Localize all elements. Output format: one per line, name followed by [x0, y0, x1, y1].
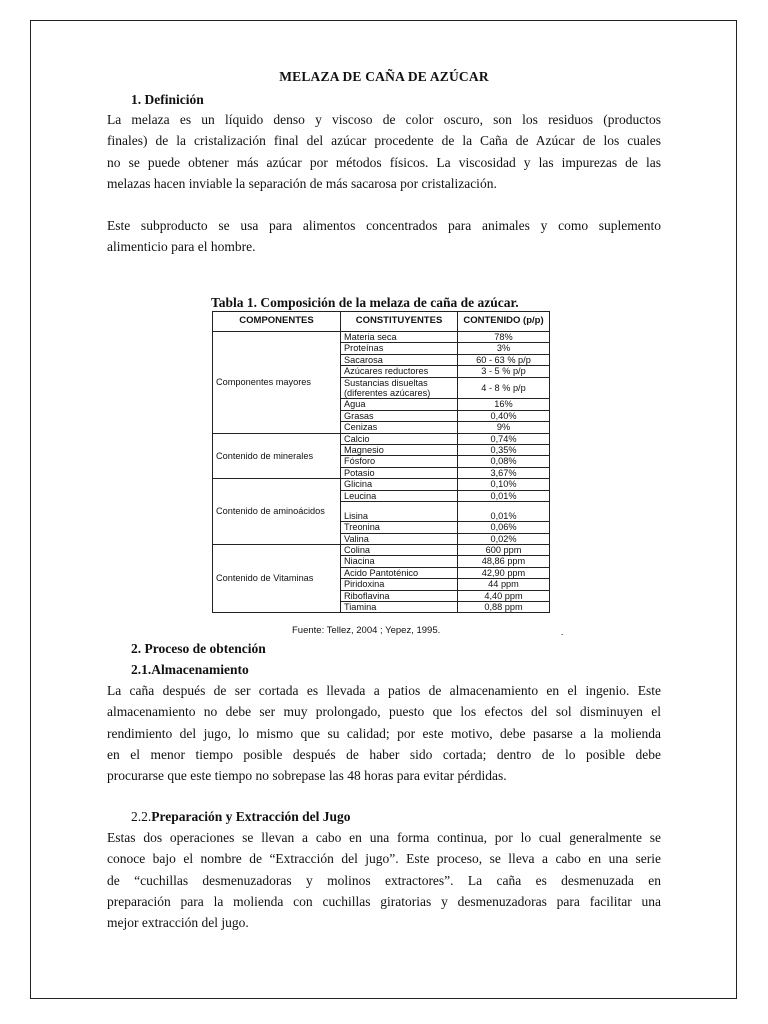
text-line: La melaza es un líquido denso y viscoso de color oscuro, son los residuos (productos [107, 112, 661, 127]
document-title: MELAZA DE CAÑA DE AZÚCAR [279, 69, 489, 84]
column-header-constituyentes: CONSTITUYENTES [341, 312, 458, 332]
constituent-cell: Cenizas [341, 422, 458, 433]
composition-table [212, 311, 550, 613]
content-cell: 3,67% [458, 467, 550, 478]
content-cell: 4 - 8 % p/p [458, 377, 550, 399]
constituent-cell: Valina [341, 533, 458, 544]
content-cell: 9% [458, 422, 550, 433]
content-cell: 3% [458, 343, 550, 354]
constituent-cell: Proteínas [341, 343, 458, 354]
constituent-cell: Treonina [341, 522, 458, 533]
paragraph-uses [107, 215, 661, 258]
constituent-cell: Niacina [341, 556, 458, 567]
text-line: conoce bajo el nombre de “Extracción del jugo”. Este proceso, se lleva a cabo en una serie [107, 851, 661, 867]
content-cell: 4,40 ppm [458, 590, 550, 601]
composition-table-wrapper [212, 311, 549, 613]
paragraph-extraction [107, 827, 661, 933]
constituent-cell: Acido Pantoténico [341, 567, 458, 578]
constituent-cell: Leucina [341, 490, 458, 501]
constituent-cell: Lisina [341, 502, 458, 522]
content-cell: 3 - 5 % p/p [458, 366, 550, 377]
content-cell: 0,02% [458, 533, 550, 544]
text-line: almacenamiento no debe ser muy prolongado, puesto que los efectos del sol disminuyen el [107, 704, 661, 720]
constituent-cell: Materia seca [341, 332, 458, 343]
constituent-cell: Magnesio [341, 445, 458, 456]
constituent-cell: Colina [341, 544, 458, 555]
content-cell: 0,35% [458, 445, 550, 456]
constituent-cell: Sustancias disueltas (diferentes azúcares) [341, 377, 458, 399]
group-label: Contenido de Vitaminas [213, 544, 341, 612]
content-cell: 0,88 ppm [458, 601, 550, 612]
content-cell: 78% [458, 332, 550, 343]
section-2-2-title: Preparación y Extracción del Jugo [151, 809, 351, 824]
column-header-contenido: CONTENIDO (p/p) [458, 312, 550, 332]
group-label: Componentes mayores [213, 332, 341, 434]
constituent-cell: Agua [341, 399, 458, 410]
content-cell: 0,06% [458, 522, 550, 533]
group-label: Contenido de minerales [213, 433, 341, 479]
section-2-1-heading: 2.1.Almacenamiento [131, 662, 249, 677]
text-line: de “cuchillas desmenuzadoras y molinos extractores”. La caña es desmenuzada en [107, 872, 661, 888]
group-label: Contenido de aminoácidos [213, 479, 341, 545]
text-line: preparación para la molienda con cuchillas giratorias y desmenuzadoras para facilitar una [107, 893, 661, 909]
constituent-cell: Fósforo [341, 456, 458, 467]
content-cell: 44 ppm [458, 579, 550, 590]
constituent-cell: Piridoxina [341, 579, 458, 590]
paragraph-storage [107, 680, 661, 786]
constituent-cell: Glicina [341, 479, 458, 490]
stray-dot: . [561, 627, 564, 637]
text-line: Este subproducto se usa para alimentos concentrados para animales y como suplemento [107, 218, 661, 233]
content-cell: 48,86 ppm [458, 556, 550, 567]
content-cell: 0,01% [458, 490, 550, 501]
section-2-2-number: 2.2. [131, 809, 152, 824]
content-cell: 0,10% [458, 479, 550, 490]
text-line: rendimiento del jugo, lo mismo que su calidad; por este motivo, debe pasarse a la molienda [107, 725, 661, 741]
content-cell: 0,74% [458, 433, 550, 444]
text-line: mejor extracción del jugo. [107, 915, 249, 931]
constituent-cell: Calcio [341, 433, 458, 444]
paragraph-definition [107, 109, 661, 194]
constituent-cell: Potasio [341, 467, 458, 478]
constituent-cell: Grasas [341, 410, 458, 421]
constituent-cell: Riboflavina [341, 590, 458, 601]
section-1-heading: 1. Definición [131, 92, 204, 107]
text-line: finales) de la cristalización final del azúcar procedente de la Caña de Azúcar de los cuales [107, 133, 661, 149]
content-cell: 0,01% [458, 502, 550, 522]
text-line: Estas dos operaciones se llevan a cabo en una forma continua, por lo cual generalmente se [107, 830, 661, 845]
section-2-2-heading [131, 809, 350, 825]
constituent-cell: Azúcares reductores [341, 366, 458, 377]
text-line: La caña después de ser cortada es llevada a patios de almacenamiento en el ingenio. Este [107, 683, 661, 698]
text-line: en el menor tiempo posible después de haber sido cortada; dentro de lo posible debe [107, 746, 661, 762]
text-line: alimenticio para el hombre. [107, 239, 256, 255]
table-source: Fuente: Tellez, 2004 ; Yepez, 1995. [292, 625, 441, 636]
content-cell: 600 ppm [458, 544, 550, 555]
section-2-heading: 2. Proceso de obtención [131, 641, 266, 656]
content-cell: 42,90 ppm [458, 567, 550, 578]
table-caption: Tabla 1. Composición de la melaza de caña de azúcar. [211, 295, 519, 310]
constituent-cell: Sacarosa [341, 354, 458, 365]
column-header-componentes: COMPONENTES [213, 312, 341, 332]
constituent-cell: Tiamina [341, 601, 458, 612]
table-body [213, 332, 550, 613]
text-line: no se puede obtener más azúcar por métodos físicos. La viscosidad y las impurezas de las [107, 154, 661, 170]
content-cell: 0,08% [458, 456, 550, 467]
content-cell: 16% [458, 399, 550, 410]
content-cell: 60 - 63 % p/p [458, 354, 550, 365]
text-line: procurarse que este tiempo no sobrepase las 48 horas para evitar pérdidas. [107, 768, 507, 784]
content-cell: 0,40% [458, 410, 550, 421]
text-line: melazas hacen inviable la separación de más sacarosa por cristalización. [107, 175, 497, 191]
